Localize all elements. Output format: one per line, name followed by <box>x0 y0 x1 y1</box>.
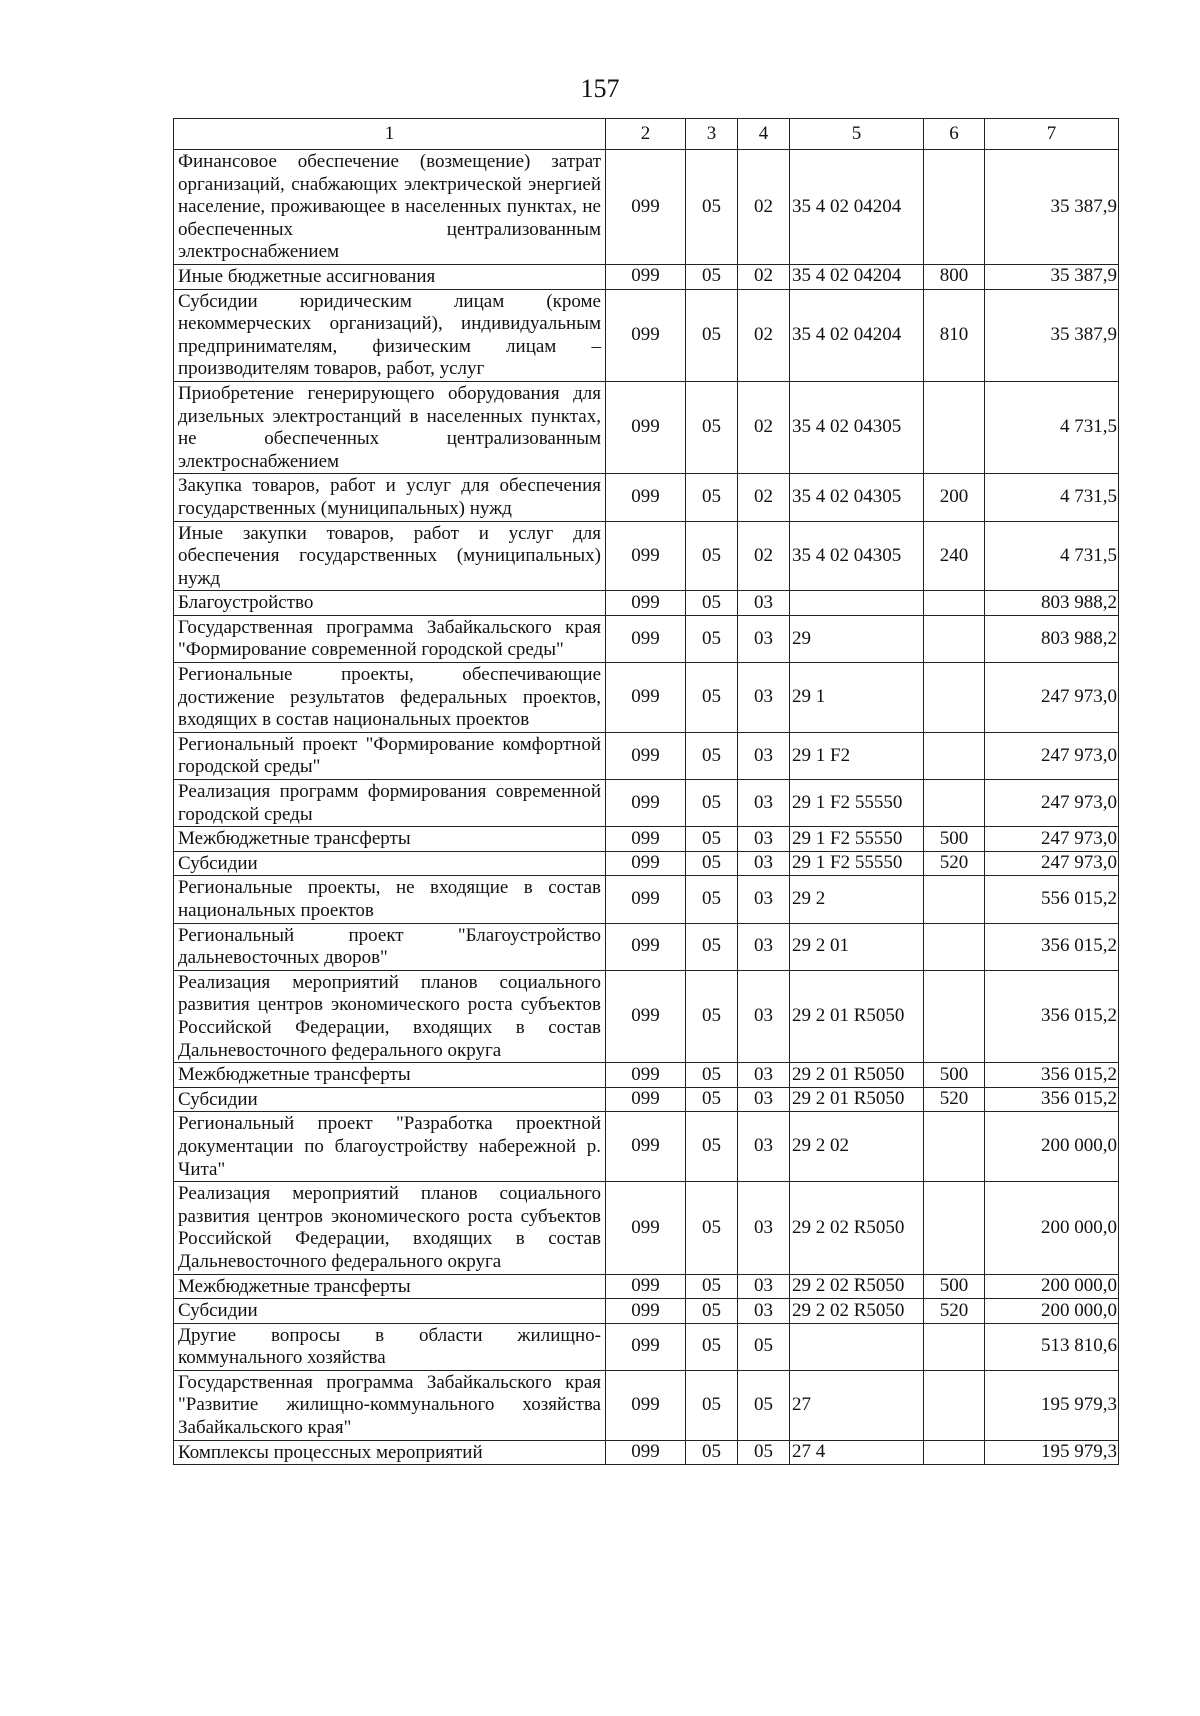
table-row <box>174 1440 1119 1465</box>
row-section-cell: 05 <box>686 851 738 876</box>
row-amount-cell: 4 731,5 <box>985 381 1119 473</box>
column-header: 5 <box>790 119 924 150</box>
column-header: 7 <box>985 119 1119 150</box>
row-target-article-cell: 29 2 02 R5050 <box>790 1299 924 1324</box>
row-name-cell: Закупка товаров, работ и услуг для обеспечения государственных (муниципальных) нужд <box>174 474 606 521</box>
row-target-article-cell: 29 2 02 R5050 <box>790 1274 924 1299</box>
row-admin-code-cell: 099 <box>606 381 686 473</box>
row-admin-code-cell: 099 <box>606 780 686 827</box>
row-amount-cell: 356 015,2 <box>985 1063 1119 1088</box>
row-section-cell: 05 <box>686 970 738 1062</box>
row-name-cell: Межбюджетные трансферты <box>174 1274 606 1299</box>
table-row <box>174 1182 1119 1274</box>
row-subsection-cell: 05 <box>738 1440 790 1465</box>
row-name-cell: Иные бюджетные ассигнования <box>174 264 606 289</box>
row-target-article-cell: 29 1 F2 55550 <box>790 780 924 827</box>
row-target-article-cell: 27 4 <box>790 1440 924 1465</box>
row-name-cell: Межбюджетные трансферты <box>174 1063 606 1088</box>
row-target-article-cell: 35 4 02 04305 <box>790 381 924 473</box>
column-header: 4 <box>738 119 790 150</box>
row-admin-code-cell: 099 <box>606 264 686 289</box>
row-amount-cell: 4 731,5 <box>985 521 1119 591</box>
row-target-article-cell: 29 2 02 <box>790 1112 924 1182</box>
row-subsection-cell: 03 <box>738 1087 790 1112</box>
row-amount-cell: 35 387,9 <box>985 150 1119 265</box>
row-name-cell: Государственная программа Забайкальского края "Развитие жилищно-коммунального хозяйства Забайкальского края" <box>174 1370 606 1440</box>
row-section-cell: 05 <box>686 732 738 779</box>
row-name-cell: Реализация мероприятий планов социального развития центров экономического роста субъектов Российской Федерации, входящих в состав Дальневосточного федерального округа <box>174 970 606 1062</box>
row-admin-code-cell: 099 <box>606 732 686 779</box>
row-name-cell: Реализация мероприятий планов социального развития центров экономического роста субъектов Российской Федерации, входящих в состав Дальневосточного федерального округа <box>174 1182 606 1274</box>
row-section-cell: 05 <box>686 1440 738 1465</box>
row-amount-cell: 195 979,3 <box>985 1370 1119 1440</box>
row-target-article-cell <box>790 1323 924 1370</box>
row-admin-code-cell: 099 <box>606 1112 686 1182</box>
row-amount-cell: 247 973,0 <box>985 780 1119 827</box>
row-admin-code-cell: 099 <box>606 289 686 381</box>
row-amount-cell: 200 000,0 <box>985 1112 1119 1182</box>
table-row <box>174 1299 1119 1324</box>
row-name-cell: Региональный проект "Благоустройство дальневосточных дворов" <box>174 923 606 970</box>
row-subsection-cell: 03 <box>738 923 790 970</box>
row-admin-code-cell: 099 <box>606 1370 686 1440</box>
row-amount-cell: 356 015,2 <box>985 923 1119 970</box>
row-section-cell: 05 <box>686 1087 738 1112</box>
row-expense-type-cell: 500 <box>924 1063 985 1088</box>
table-row <box>174 876 1119 923</box>
row-amount-cell: 4 731,5 <box>985 474 1119 521</box>
table-row <box>174 289 1119 381</box>
table-row <box>174 827 1119 852</box>
table-body <box>174 150 1119 1465</box>
table-row <box>174 150 1119 265</box>
row-section-cell: 05 <box>686 474 738 521</box>
row-subsection-cell: 03 <box>738 1274 790 1299</box>
row-subsection-cell: 03 <box>738 780 790 827</box>
row-section-cell: 05 <box>686 1370 738 1440</box>
row-expense-type-cell: 500 <box>924 827 985 852</box>
column-header: 6 <box>924 119 985 150</box>
row-admin-code-cell: 099 <box>606 876 686 923</box>
header-row <box>174 119 1119 150</box>
table-row <box>174 1323 1119 1370</box>
table-row <box>174 1274 1119 1299</box>
row-amount-cell: 247 973,0 <box>985 851 1119 876</box>
row-target-article-cell: 29 2 01 R5050 <box>790 1063 924 1088</box>
row-subsection-cell: 05 <box>738 1323 790 1370</box>
row-target-article-cell: 29 <box>790 615 924 662</box>
row-target-article-cell: 29 1 F2 <box>790 732 924 779</box>
row-expense-type-cell: 200 <box>924 474 985 521</box>
row-target-article-cell: 29 2 <box>790 876 924 923</box>
row-target-article-cell: 29 1 <box>790 663 924 733</box>
budget-table <box>173 118 1119 1465</box>
row-expense-type-cell <box>924 615 985 662</box>
row-expense-type-cell <box>924 1182 985 1274</box>
row-target-article-cell <box>790 591 924 616</box>
row-expense-type-cell <box>924 970 985 1062</box>
row-subsection-cell: 02 <box>738 474 790 521</box>
row-expense-type-cell <box>924 1323 985 1370</box>
row-expense-type-cell <box>924 1112 985 1182</box>
row-admin-code-cell: 099 <box>606 827 686 852</box>
row-subsection-cell: 03 <box>738 1063 790 1088</box>
row-expense-type-cell <box>924 591 985 616</box>
row-admin-code-cell: 099 <box>606 150 686 265</box>
row-subsection-cell: 03 <box>738 876 790 923</box>
row-target-article-cell: 35 4 02 04204 <box>790 150 924 265</box>
row-subsection-cell: 02 <box>738 264 790 289</box>
row-target-article-cell: 29 1 F2 55550 <box>790 827 924 852</box>
row-section-cell: 05 <box>686 1323 738 1370</box>
row-subsection-cell: 02 <box>738 150 790 265</box>
row-target-article-cell: 35 4 02 04305 <box>790 474 924 521</box>
row-amount-cell: 200 000,0 <box>985 1274 1119 1299</box>
row-section-cell: 05 <box>686 1274 738 1299</box>
row-name-cell: Реализация программ формирования современной городской среды <box>174 780 606 827</box>
row-amount-cell: 247 973,0 <box>985 827 1119 852</box>
row-section-cell: 05 <box>686 591 738 616</box>
table-row <box>174 615 1119 662</box>
table-row <box>174 780 1119 827</box>
row-expense-type-cell <box>924 876 985 923</box>
row-subsection-cell: 05 <box>738 1370 790 1440</box>
page-number: 157 <box>580 74 620 103</box>
row-admin-code-cell: 099 <box>606 663 686 733</box>
row-section-cell: 05 <box>686 1299 738 1324</box>
row-amount-cell: 356 015,2 <box>985 970 1119 1062</box>
row-expense-type-cell: 520 <box>924 851 985 876</box>
row-expense-type-cell <box>924 1370 985 1440</box>
row-name-cell: Иные закупки товаров, работ и услуг для обеспечения государственных (муниципальных) нужд <box>174 521 606 591</box>
row-expense-type-cell <box>924 381 985 473</box>
row-amount-cell: 556 015,2 <box>985 876 1119 923</box>
table-row <box>174 1370 1119 1440</box>
row-name-cell: Региональные проекты, обеспечивающие достижение результатов федеральных проектов, входящих в состав национальных проектов <box>174 663 606 733</box>
row-admin-code-cell: 099 <box>606 521 686 591</box>
table-row <box>174 474 1119 521</box>
row-section-cell: 05 <box>686 289 738 381</box>
row-subsection-cell: 02 <box>738 289 790 381</box>
row-subsection-cell: 03 <box>738 1299 790 1324</box>
row-section-cell: 05 <box>686 876 738 923</box>
row-section-cell: 05 <box>686 381 738 473</box>
row-subsection-cell: 03 <box>738 732 790 779</box>
row-admin-code-cell: 099 <box>606 1323 686 1370</box>
row-admin-code-cell: 099 <box>606 1182 686 1274</box>
row-amount-cell: 803 988,2 <box>985 591 1119 616</box>
row-amount-cell: 200 000,0 <box>985 1182 1119 1274</box>
row-admin-code-cell: 099 <box>606 1440 686 1465</box>
table-row <box>174 591 1119 616</box>
row-name-cell: Региональный проект "Формирование комфортной городской среды" <box>174 732 606 779</box>
row-section-cell: 05 <box>686 1063 738 1088</box>
row-subsection-cell: 03 <box>738 851 790 876</box>
row-section-cell: 05 <box>686 615 738 662</box>
row-expense-type-cell: 520 <box>924 1299 985 1324</box>
row-subsection-cell: 03 <box>738 663 790 733</box>
table-row <box>174 264 1119 289</box>
row-section-cell: 05 <box>686 1112 738 1182</box>
row-name-cell: Другие вопросы в области жилищно-коммунального хозяйства <box>174 1323 606 1370</box>
row-subsection-cell: 02 <box>738 381 790 473</box>
row-target-article-cell: 29 2 02 R5050 <box>790 1182 924 1274</box>
row-name-cell: Субсидии <box>174 851 606 876</box>
row-amount-cell: 803 988,2 <box>985 615 1119 662</box>
row-name-cell: Финансовое обеспечение (возмещение) затрат организаций, снабжающих электрической энергией население, проживающее в населенных пунктах, не обеспеченных централизованным электроснабжением <box>174 150 606 265</box>
row-expense-type-cell <box>924 780 985 827</box>
row-section-cell: 05 <box>686 521 738 591</box>
row-subsection-cell: 03 <box>738 827 790 852</box>
row-subsection-cell: 03 <box>738 591 790 616</box>
row-name-cell: Приобретение генерирующего оборудования для дизельных электростанций в населенных пунктах, не обеспеченных централизованным электроснабжением <box>174 381 606 473</box>
table-row <box>174 663 1119 733</box>
table-row <box>174 923 1119 970</box>
row-amount-cell: 195 979,3 <box>985 1440 1119 1465</box>
row-target-article-cell: 29 2 01 R5050 <box>790 1087 924 1112</box>
row-section-cell: 05 <box>686 663 738 733</box>
row-section-cell: 05 <box>686 1182 738 1274</box>
table-row <box>174 381 1119 473</box>
row-subsection-cell: 03 <box>738 1182 790 1274</box>
row-target-article-cell: 35 4 02 04204 <box>790 264 924 289</box>
row-subsection-cell: 03 <box>738 1112 790 1182</box>
row-amount-cell: 513 810,6 <box>985 1323 1119 1370</box>
row-section-cell: 05 <box>686 827 738 852</box>
row-section-cell: 05 <box>686 780 738 827</box>
row-target-article-cell: 29 1 F2 55550 <box>790 851 924 876</box>
row-section-cell: 05 <box>686 923 738 970</box>
row-name-cell: Региональные проекты, не входящие в состав национальных проектов <box>174 876 606 923</box>
row-expense-type-cell: 240 <box>924 521 985 591</box>
row-expense-type-cell <box>924 732 985 779</box>
row-amount-cell: 35 387,9 <box>985 289 1119 381</box>
row-admin-code-cell: 099 <box>606 923 686 970</box>
row-name-cell: Государственная программа Забайкальского края "Формирование современной городской среды" <box>174 615 606 662</box>
row-name-cell: Благоустройство <box>174 591 606 616</box>
row-admin-code-cell: 099 <box>606 851 686 876</box>
table-row <box>174 851 1119 876</box>
row-subsection-cell: 02 <box>738 521 790 591</box>
row-admin-code-cell: 099 <box>606 615 686 662</box>
row-section-cell: 05 <box>686 150 738 265</box>
row-expense-type-cell <box>924 663 985 733</box>
table-row <box>174 1112 1119 1182</box>
row-name-cell: Субсидии <box>174 1299 606 1324</box>
row-name-cell: Комплексы процессных мероприятий <box>174 1440 606 1465</box>
row-subsection-cell: 03 <box>738 970 790 1062</box>
column-header: 3 <box>686 119 738 150</box>
table-row <box>174 970 1119 1062</box>
row-name-cell: Субсидии <box>174 1087 606 1112</box>
row-target-article-cell: 29 2 01 <box>790 923 924 970</box>
table-row <box>174 521 1119 591</box>
row-admin-code-cell: 099 <box>606 1299 686 1324</box>
table-row <box>174 1063 1119 1088</box>
row-amount-cell: 35 387,9 <box>985 264 1119 289</box>
row-target-article-cell: 29 2 01 R5050 <box>790 970 924 1062</box>
table-row <box>174 732 1119 779</box>
row-admin-code-cell: 099 <box>606 474 686 521</box>
row-amount-cell: 247 973,0 <box>985 663 1119 733</box>
row-target-article-cell: 35 4 02 04305 <box>790 521 924 591</box>
row-expense-type-cell: 520 <box>924 1087 985 1112</box>
row-expense-type-cell: 800 <box>924 264 985 289</box>
row-name-cell: Субсидии юридическим лицам (кроме некоммерческих организаций), индивидуальным предпринимателям, физическим лицам – производителям товаров, работ, услуг <box>174 289 606 381</box>
column-header: 2 <box>606 119 686 150</box>
row-admin-code-cell: 099 <box>606 1063 686 1088</box>
row-admin-code-cell: 099 <box>606 970 686 1062</box>
row-target-article-cell: 35 4 02 04204 <box>790 289 924 381</box>
row-name-cell: Региональный проект "Разработка проектной документации по благоустройству набережной р. Чита" <box>174 1112 606 1182</box>
column-header: 1 <box>174 119 606 150</box>
row-target-article-cell: 27 <box>790 1370 924 1440</box>
row-name-cell: Межбюджетные трансферты <box>174 827 606 852</box>
row-amount-cell: 247 973,0 <box>985 732 1119 779</box>
row-amount-cell: 356 015,2 <box>985 1087 1119 1112</box>
row-amount-cell: 200 000,0 <box>985 1299 1119 1324</box>
row-section-cell: 05 <box>686 264 738 289</box>
row-admin-code-cell: 099 <box>606 1274 686 1299</box>
row-expense-type-cell <box>924 1440 985 1465</box>
row-admin-code-cell: 099 <box>606 591 686 616</box>
row-subsection-cell: 03 <box>738 615 790 662</box>
row-expense-type-cell <box>924 150 985 265</box>
row-expense-type-cell: 810 <box>924 289 985 381</box>
row-admin-code-cell: 099 <box>606 1087 686 1112</box>
table-row <box>174 1087 1119 1112</box>
row-expense-type-cell <box>924 923 985 970</box>
row-expense-type-cell: 500 <box>924 1274 985 1299</box>
